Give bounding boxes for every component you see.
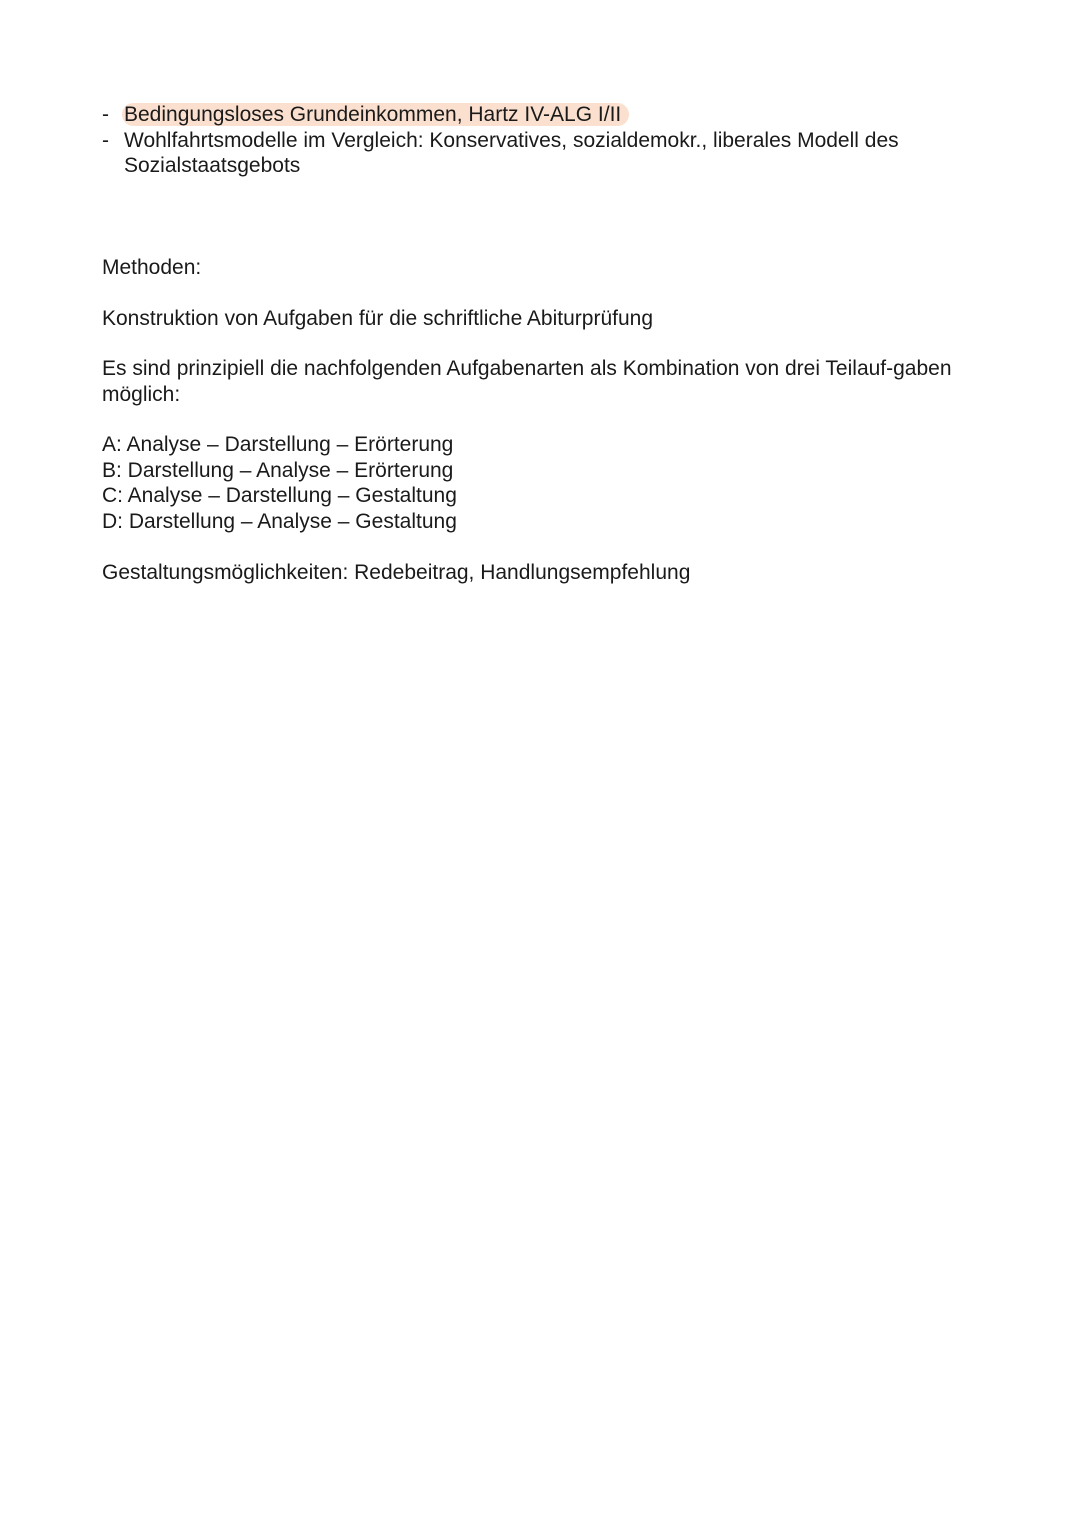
construction-text: Konstruktion von Aufgaben für die schriftliche Abiturprüfung [102, 307, 654, 330]
task-type-item: C: Analyse – Darstellung – Gestaltung [102, 484, 457, 507]
task-type-item: B: Darstellung – Analyse – Erörterung [102, 458, 454, 482]
bullet-dash: - [102, 103, 109, 126]
methods-heading: Methoden: [102, 256, 202, 279]
bullet-dash: - [102, 128, 109, 152]
highlighted-bullet-text: Bedingungsloses Grundeinkommen, Hartz IV-ALG I/II [122, 103, 629, 126]
bullet-item-welfare-models [102, 128, 982, 179]
task-type-item: A: Analyse – Darstellung – Erörterung [102, 433, 454, 456]
design-options-text: Gestaltungsmöglichkeiten: Redebeitrag, Handlungsempfehlung [102, 561, 691, 584]
task-intro-text: Es sind prinzipiell die nachfolgenden Aufgabenarten als Kombination von drei Teilauf-gaben möglich: [102, 357, 952, 406]
bullet-text: Wohlfahrtsmodelle im Vergleich: Konservatives, sozialdemokr., liberales Modell des Sozialstaatsgebots [124, 128, 899, 177]
task-type-list [102, 432, 982, 534]
bullet-item-basic-income [102, 102, 982, 128]
topic-bullet-list [102, 102, 982, 179]
task-type-item: D: Darstellung – Analyse – Gestaltung [102, 509, 457, 533]
